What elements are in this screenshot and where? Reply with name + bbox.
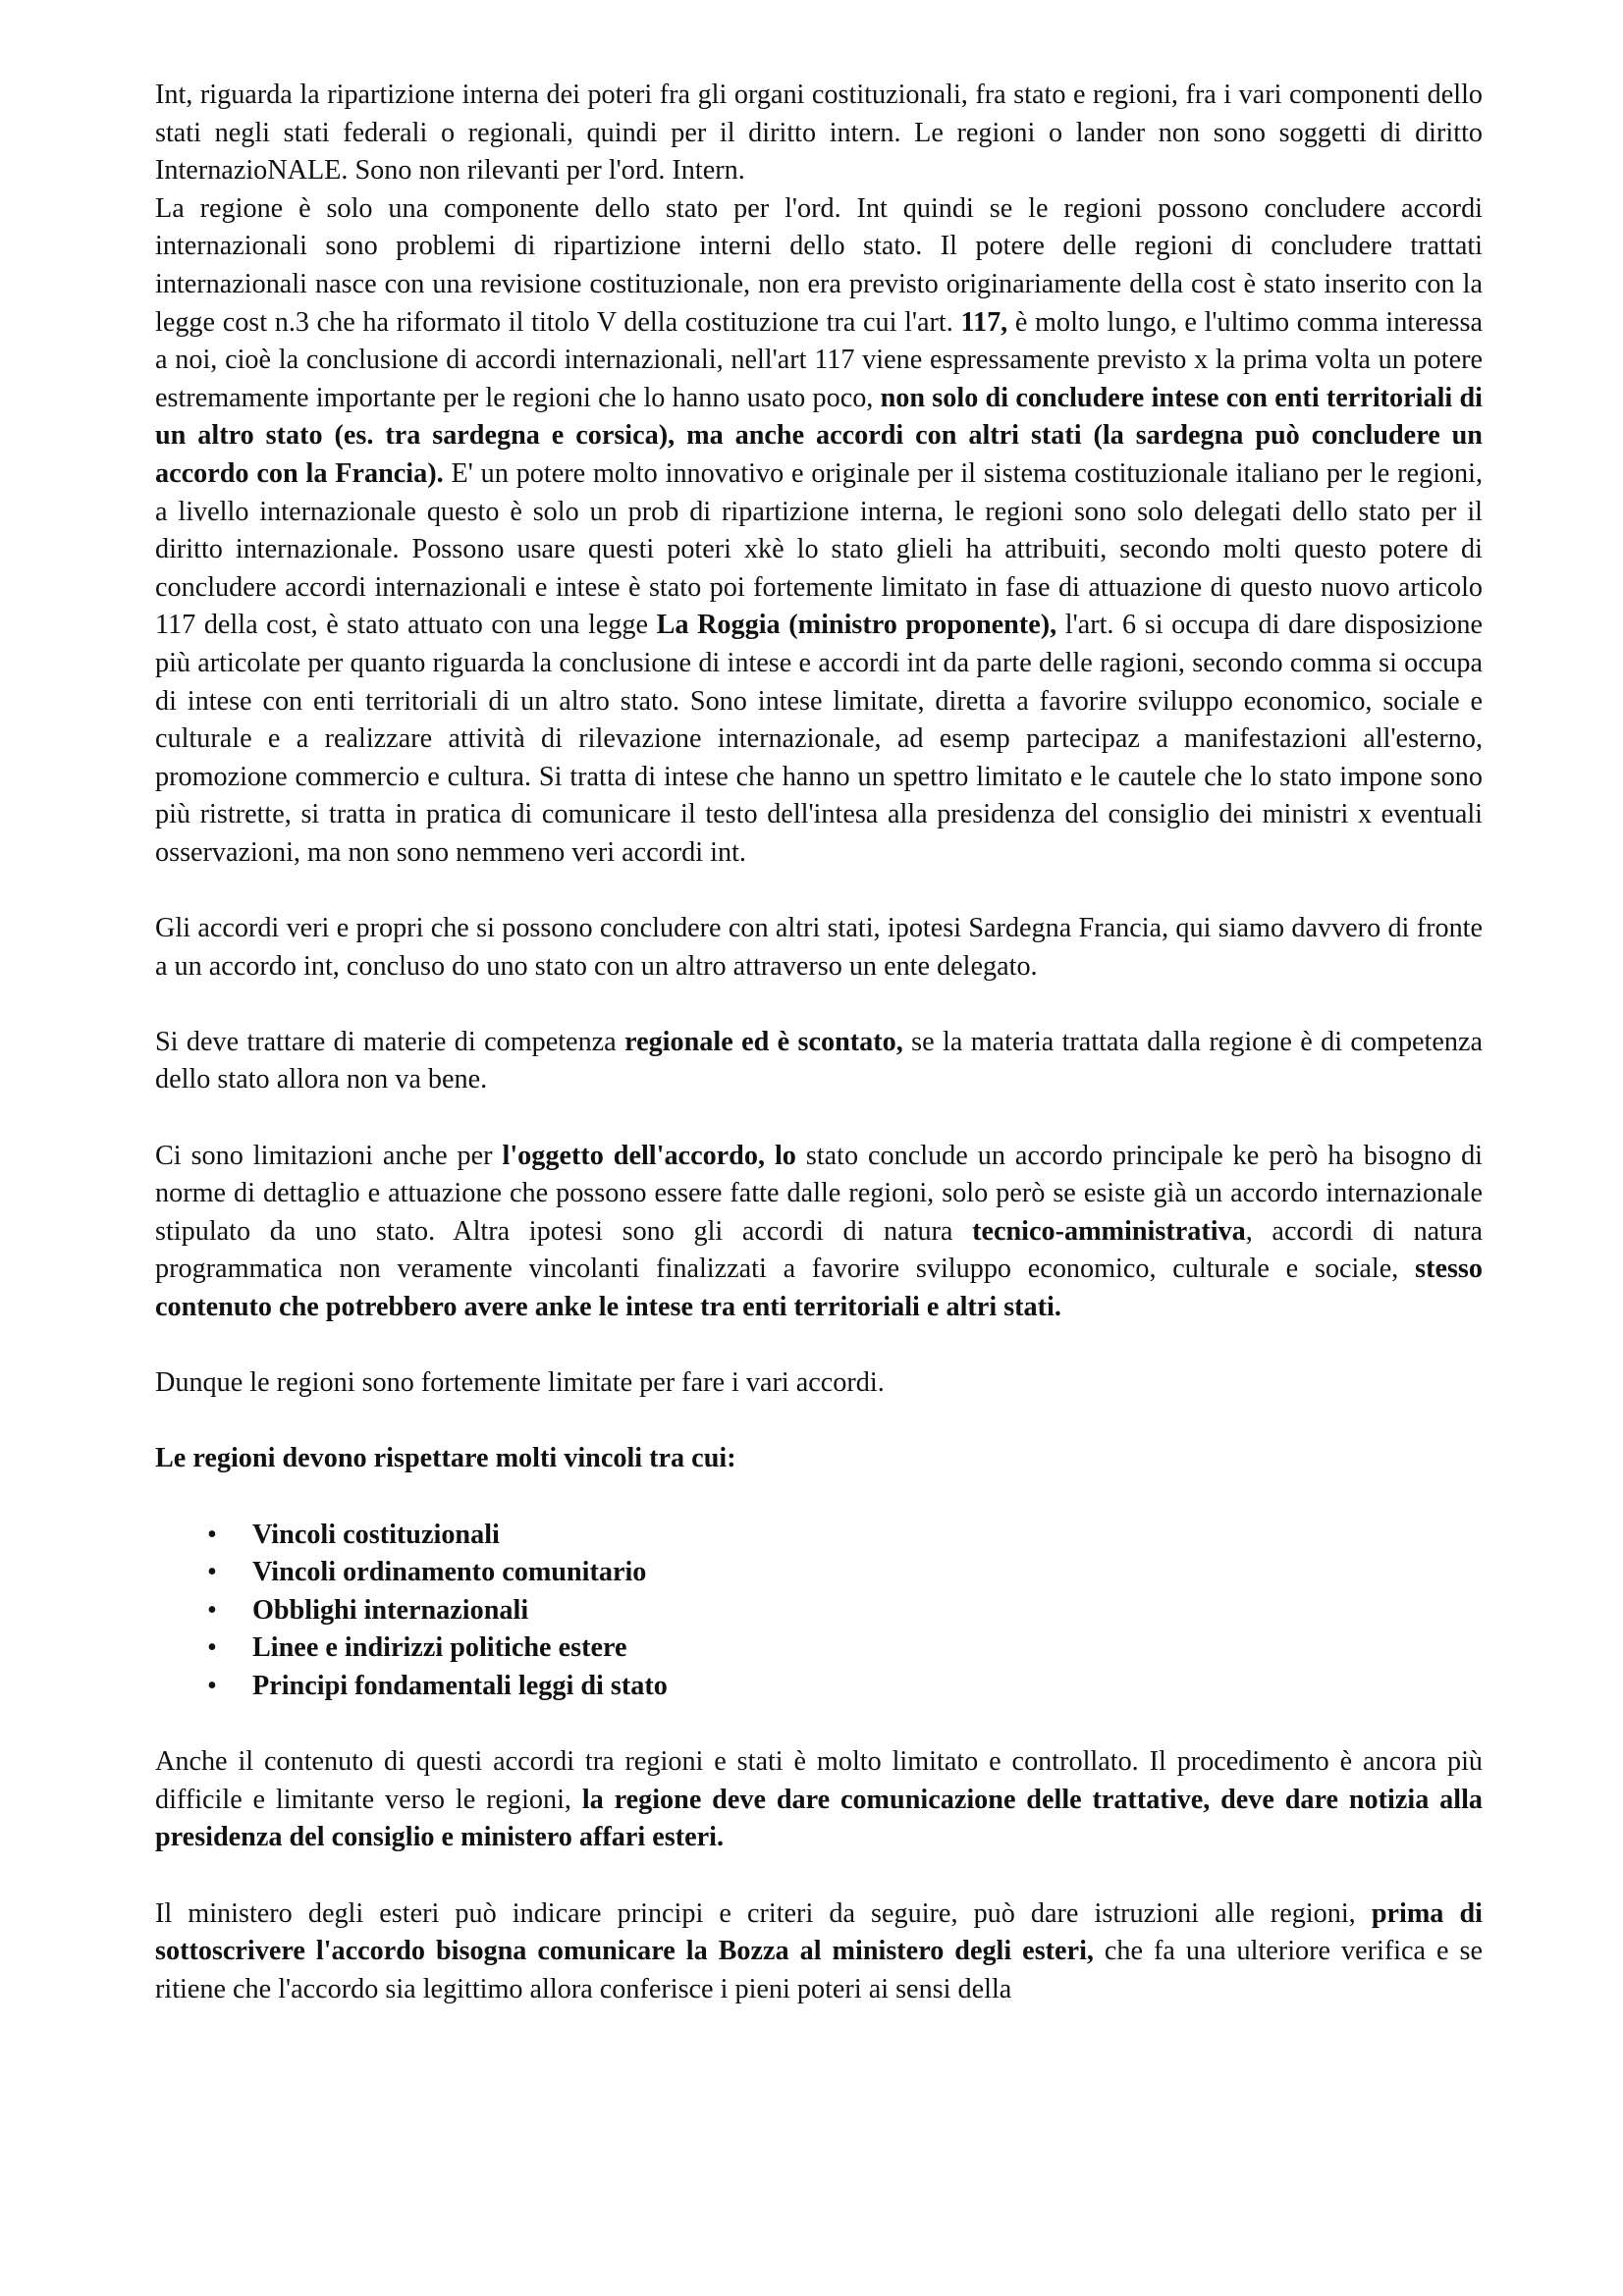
text-segment: che fa una ulteriore verifica e se ritiene che l'accordo sia legittimo allora conferisce i pieni poteri ai sensi della — [155, 1936, 1483, 2004]
bold-text-segment: l'oggetto dell'accordo, lo — [502, 1140, 796, 1171]
text-segment: , accordi di natura programmatica non veramente vincolanti finalizzati a favorire sviluppo economico, culturale e sociale, — [155, 1215, 1483, 1285]
text-segment: Ci sono limitazioni anche per — [155, 1140, 503, 1171]
paragraph-6 — [155, 1364, 1483, 1403]
list-item-label: Vincoli ordinamento comunitario — [252, 1557, 647, 1588]
list-item — [155, 1517, 1483, 1555]
paragraph-5 — [155, 1138, 1483, 1327]
bold-text-segment: la regione deve dare comunicazione delle trattative, deve dare notizia alla presidenza del consiglio e ministero affari esteri. — [155, 1784, 1484, 1853]
paragraph-3 — [155, 910, 1483, 986]
list-item-label: Vincoli costituzionali — [252, 1519, 500, 1550]
bullet-icon: • — [207, 1519, 217, 1550]
bold-text-segment: prima di sottoscrivere l'accordo bisogna comunicare la Bozza al ministero degli esteri, — [155, 1897, 1483, 1967]
paragraph-1 — [155, 77, 1483, 190]
text-segment: Si deve trattare di materie di competenza — [155, 1026, 625, 1057]
text-segment: se la materia trattata dalla regione è di competenza dello stato allora non va bene. — [155, 1026, 1484, 1095]
bold-text-segment: regionale ed è scontato, — [624, 1026, 903, 1057]
list-item — [155, 1554, 1483, 1592]
document-page — [155, 77, 1483, 2008]
paragraph-9 — [155, 1896, 1483, 2009]
text-segment: l'art. 6 si occupa di dare disposizione più articolate per quanto riguarda la conclusione di intese e accordi int da parte delle ragioni, secondo comma si occupa di intese con enti territoriali di un altro stato. Sono intese limitate, diretta a favorire sviluppo economico, sociale e culturale e a realizzare attività di rilevazione internazionale, ad esemp partecipaz a manifestazioni all'esterno, promozione commercio e cultura. Si tratta di intese che hanno un spettro limitato e le cautele che lo stato impone sono più ristrette, si tratta in pratica di comunicare il testo dell'intesa alla presidenza del consiglio dei ministri x eventuali osservazioni, ma non sono nemmeno veri accordi int. — [155, 610, 1484, 868]
bullet-icon: • — [207, 1557, 217, 1588]
bold-text-segment: tecnico-amministrativa — [972, 1215, 1246, 1247]
text-segment: La regione è solo una componente dello stato per l'ord. Int quindi se le regioni possono concludere accordi internazionali sono problemi di ripartizione interni dello stato. Il potere delle regioni di concludere trattati internazionali nasce con una revisione costituzionale, non era previsto originariamente della cost è stato inserito con la legge cost n.3 che ha riformato il titolo V della costituzione tra cui l'art. — [155, 192, 1483, 338]
text-segment: Anche il contenuto di questi accordi tra regioni e stati è molto limitato e controllato. Il procedimento è ancora più difficile e limitante verso le regioni, — [155, 1746, 1483, 1815]
bold-text-segment: 117, — [960, 306, 1008, 338]
bullet-icon: • — [207, 1670, 217, 1701]
bullet-icon: • — [207, 1594, 217, 1626]
text-segment: stato conclude un accordo principale ke però ha bisogno di norme di dettaglio e attuazione che possono essere fatte dalle regioni, solo però se esiste già un accordo internazionale stipulato da uno stato. Altra ipotesi sono gli accordi di natura — [155, 1140, 1483, 1247]
list-item-label: Principi fondamentali leggi di stato — [252, 1670, 668, 1701]
text-segment: E' un potere molto innovativo e originale per il sistema costituzionale italiano per le regioni, a livello internazionale questo è solo un prob di ripartizione interna, le regioni sono solo delegati dello stato per il diritto internazionale. Possono usare questi poteri xkè lo stato glieli ha attribuiti, secondo molti questo potere di concludere accordi internazionali e intese è stato poi fortemente limitato in fase di attuazione di questo nuovo articolo 117 della cost, è stato attuato con una legge — [155, 457, 1483, 641]
list-item-label: Linee e indirizzi politiche estere — [252, 1632, 627, 1664]
paragraph-2 — [155, 190, 1483, 873]
vincoli-list — [155, 1517, 1483, 1706]
list-item — [155, 1668, 1483, 1706]
list-item — [155, 1629, 1483, 1668]
text-segment: Gli accordi veri e propri che si possono concludere con altri stati, ipotesi Sardegna Francia, qui siamo davvero di fronte a un accordo int, concluso do uno stato con un altro attraverso un ente delegato. — [155, 913, 1483, 982]
text-segment: Dunque le regioni sono fortemente limitate per fare i vari accordi. — [155, 1367, 885, 1399]
bold-text-segment: non solo di concludere intese con enti territoriali di un altro stato (es. tra sardegna e corsica), ma anche accordi con altri stati (la sardegna può concludere un accordo con la Francia). — [155, 382, 1483, 489]
bullet-icon: • — [207, 1632, 217, 1664]
text-segment: è molto lungo, e l'ultimo comma interessa a noi, cioè la conclusione di accordi internazionali, nell'art 117 viene espressamente previsto x la prima volta un potere estremamente importante per le regioni che lo hanno usato poco, — [155, 306, 1483, 413]
list-item-label: Obblighi internazionali — [252, 1594, 529, 1626]
bold-text-segment: Le regioni devono rispettare molti vincoli tra cui: — [155, 1443, 736, 1474]
text-segment: Il ministero degli esteri può indicare principi e criteri da seguire, può dare istruzioni alle regioni, — [155, 1897, 1372, 1929]
bold-text-segment: La Roggia (ministro proponente), — [656, 610, 1057, 641]
list-heading — [155, 1440, 1483, 1478]
paragraph-4 — [155, 1024, 1483, 1099]
paragraph-8 — [155, 1743, 1483, 1857]
list-item — [155, 1592, 1483, 1630]
bold-text-segment: stesso contenuto che potrebbero avere anke le intese tra enti territoriali e altri stati. — [155, 1254, 1483, 1322]
text-segment: Int, riguarda la ripartizione interna dei poteri fra gli organi costituzionali, fra stato e regioni, fra i vari componenti dello stati negli stati federali o regionali, quindi per il diritto intern. Le regioni o lander non sono soggetti di diritto InternazioNALE. Sono non rilevanti per l'ord. Intern. — [155, 80, 1483, 187]
